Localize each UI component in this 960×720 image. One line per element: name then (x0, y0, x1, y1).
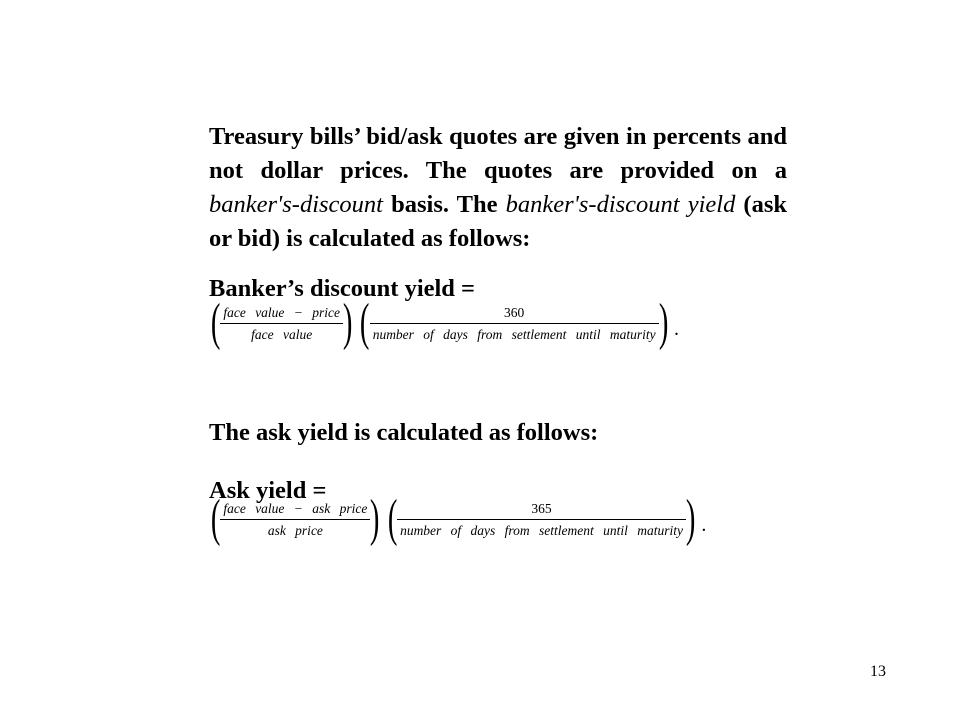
right-paren: ) (658, 294, 669, 351)
numerator: 365 (531, 500, 552, 516)
ask-yield-intro: The ask yield is calculated as follows: (209, 419, 599, 446)
intro-term-bankers-discount-yield: banker's-discount yield (505, 191, 736, 218)
intro-term-bankers-discount: banker's-discount (209, 191, 383, 218)
denominator: ask price (267, 522, 323, 538)
denominator: face value (251, 326, 313, 342)
left-paren: ( (210, 294, 221, 351)
intro-text-2: basis. The (383, 191, 506, 218)
fraction-days-ratio (395, 500, 688, 539)
fraction-days-ratio (368, 304, 661, 343)
numerator: 360 (504, 304, 525, 320)
fraction-bar (370, 323, 659, 324)
intro-paragraph (209, 120, 787, 256)
formula-period: . (701, 514, 707, 536)
denominator: number of days from settlement until maturity (372, 326, 656, 342)
right-paren: ) (685, 490, 696, 547)
left-paren: ( (387, 490, 398, 547)
intro-text-3: (ask or bid) is calculated as follows: (209, 191, 788, 252)
left-paren: ( (210, 490, 221, 547)
denominator: number of days from settlement until maturity (400, 522, 684, 538)
numerator: face value − price (223, 304, 341, 320)
left-paren: ( (360, 294, 370, 351)
bankers-yield-formula (207, 294, 679, 351)
page-number: 13 (870, 663, 886, 680)
ask-yield-heading: Ask yield = (209, 477, 327, 504)
fraction-bar (220, 323, 343, 324)
fraction-bar (220, 519, 370, 520)
formula-period: . (674, 318, 679, 340)
numerator: face value − ask price (223, 500, 368, 516)
bankers-yield-heading: Banker’s discount yield = (209, 275, 476, 302)
fraction-ask-price-ratio (218, 500, 372, 539)
fraction-bar (397, 519, 686, 520)
intro-text-1: Treasury bills’ bid/ask quotes are given in percents and not dollar prices. The quotes are provided on a (209, 123, 787, 184)
fraction-price-ratio (218, 304, 345, 343)
right-paren: ) (370, 490, 380, 547)
right-paren: ) (342, 294, 353, 351)
